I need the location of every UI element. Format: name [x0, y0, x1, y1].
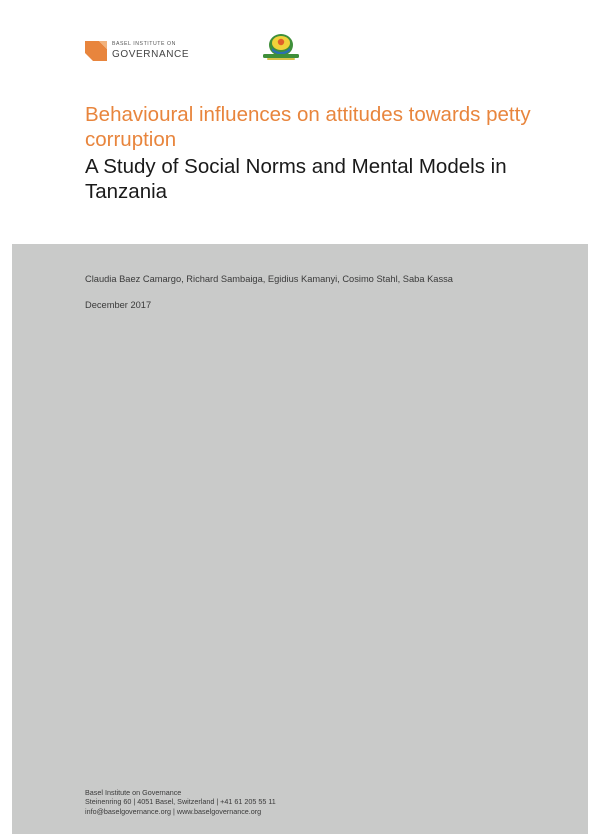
basel-institute-logo	[85, 39, 195, 65]
publication-date: December 2017	[85, 300, 152, 310]
authors-line: Claudia Baez Camargo, Richard Sambaiga, Egidius Kamanyi, Cosimo Stahl, Saba Kassa	[85, 274, 453, 284]
cover-panel	[12, 244, 588, 834]
logo-line-2: GOVERNANCE	[112, 49, 190, 60]
footer-org: Basel Institute on Governance	[85, 788, 182, 797]
tanzania-seal-icon	[257, 32, 305, 62]
footer-contact-links: info@baselgovernance.org | www.baselgovernance.org	[85, 806, 262, 816]
basel-logo-mark-icon	[85, 41, 107, 61]
report-subtitle: A Study of Social Norms and Mental Models in Tanzania	[85, 155, 507, 203]
logo-line-1: BASEL INSTITUTE ON	[112, 41, 176, 47]
footer-address: Steinenring 60 | 4051 Basel, Switzerland | +41 61 205 55 11	[85, 797, 276, 807]
report-title: Behavioural influences on attitudes towards petty corruption	[85, 103, 531, 151]
footer-contact	[85, 788, 276, 816]
